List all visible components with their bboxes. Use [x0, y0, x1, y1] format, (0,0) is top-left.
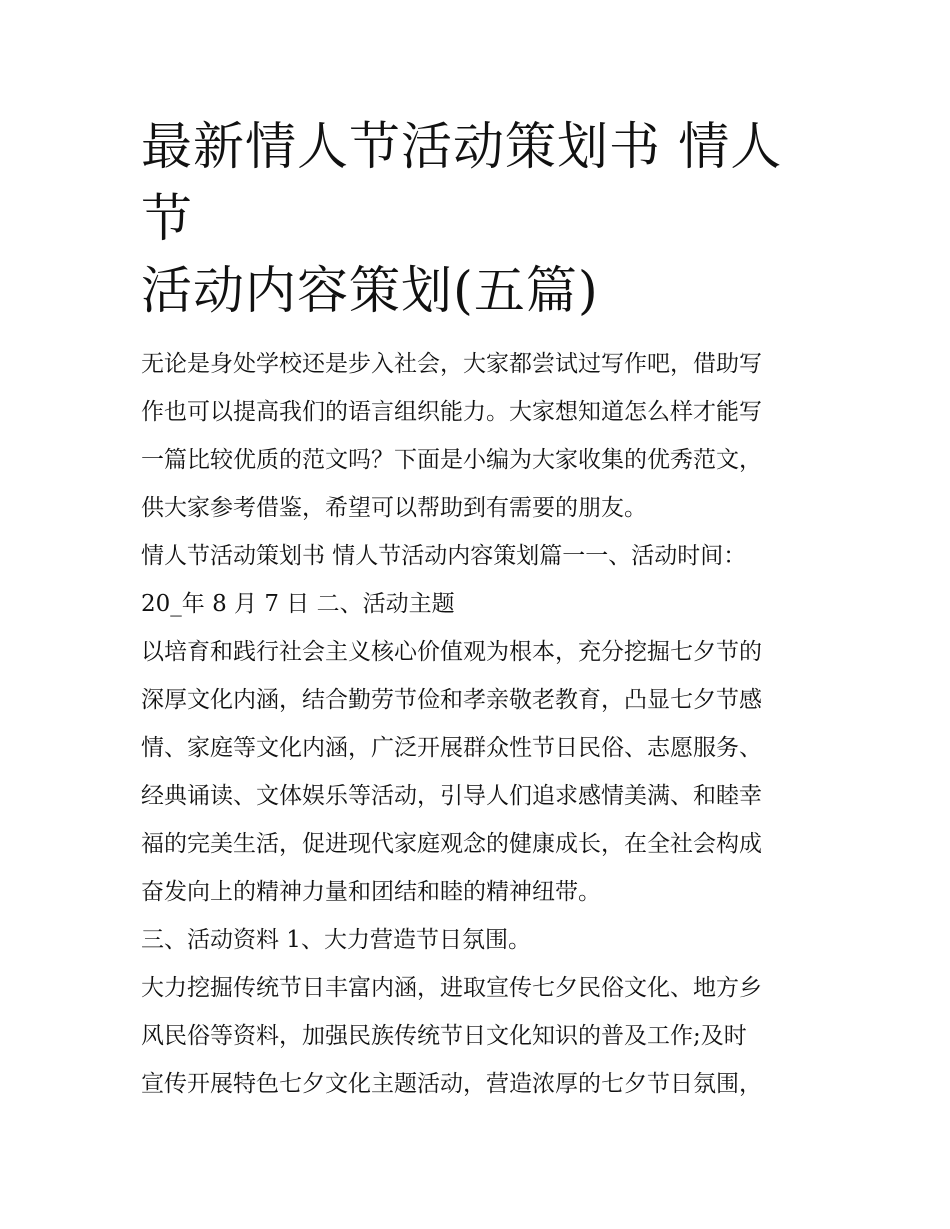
document-title: 最新情人节活动策划书 情人节 活动内容策划(五篇) [141, 118, 783, 321]
paragraph-intro: 无论是身处学校还是步入社会，大家都尝试过写作吧，借助写 作也可以提高我们的语言组织能力。大家想知道怎么样才能写 一篇比较优质的范文吗？下面是小编为大家收集的优秀范文， 供大家参考借鉴，希望可以帮助到有需要的朋友。 [141, 351, 762, 521]
paragraph-festival-atmosphere: 大力挖掘传统节日丰富内涵，进取宣传七夕民俗文化、地方乡 风民俗等资料，加强民族传统节日文化知识的普及工作;及时 宣传开展特色七夕文化主题活动，营造浓厚的七夕节日氛围， [141, 975, 762, 1097]
paragraph-section-heading: 三、活动资料 1、大力营造节日氛围。 [141, 927, 531, 953]
paragraph-activity-theme: 以培育和践行社会主义核心价值观为根本，充分挖掘七夕节的 深厚文化内涵，结合勤劳节俭和孝亲敬老教育，凸显七夕节感 情、家庭等文化内涵，广泛开展群众性节日民俗、志愿服务、 经典诵读、文体娱乐等活动，引导人们追求感情美满、和睦幸 福的完美生活，促进现代家庭观念的健康成长，在全社会构成 奋发向上的精神力量和团结和睦的精神纽带。 [141, 639, 762, 905]
document-body [141, 340, 821, 1108]
paragraph-activity-time: 情人节活动策划书 情人节活动内容策划篇一一、活动时间： 20_年 8 月 7 日 二、活动主题 [141, 543, 747, 617]
document-content [141, 112, 821, 1108]
